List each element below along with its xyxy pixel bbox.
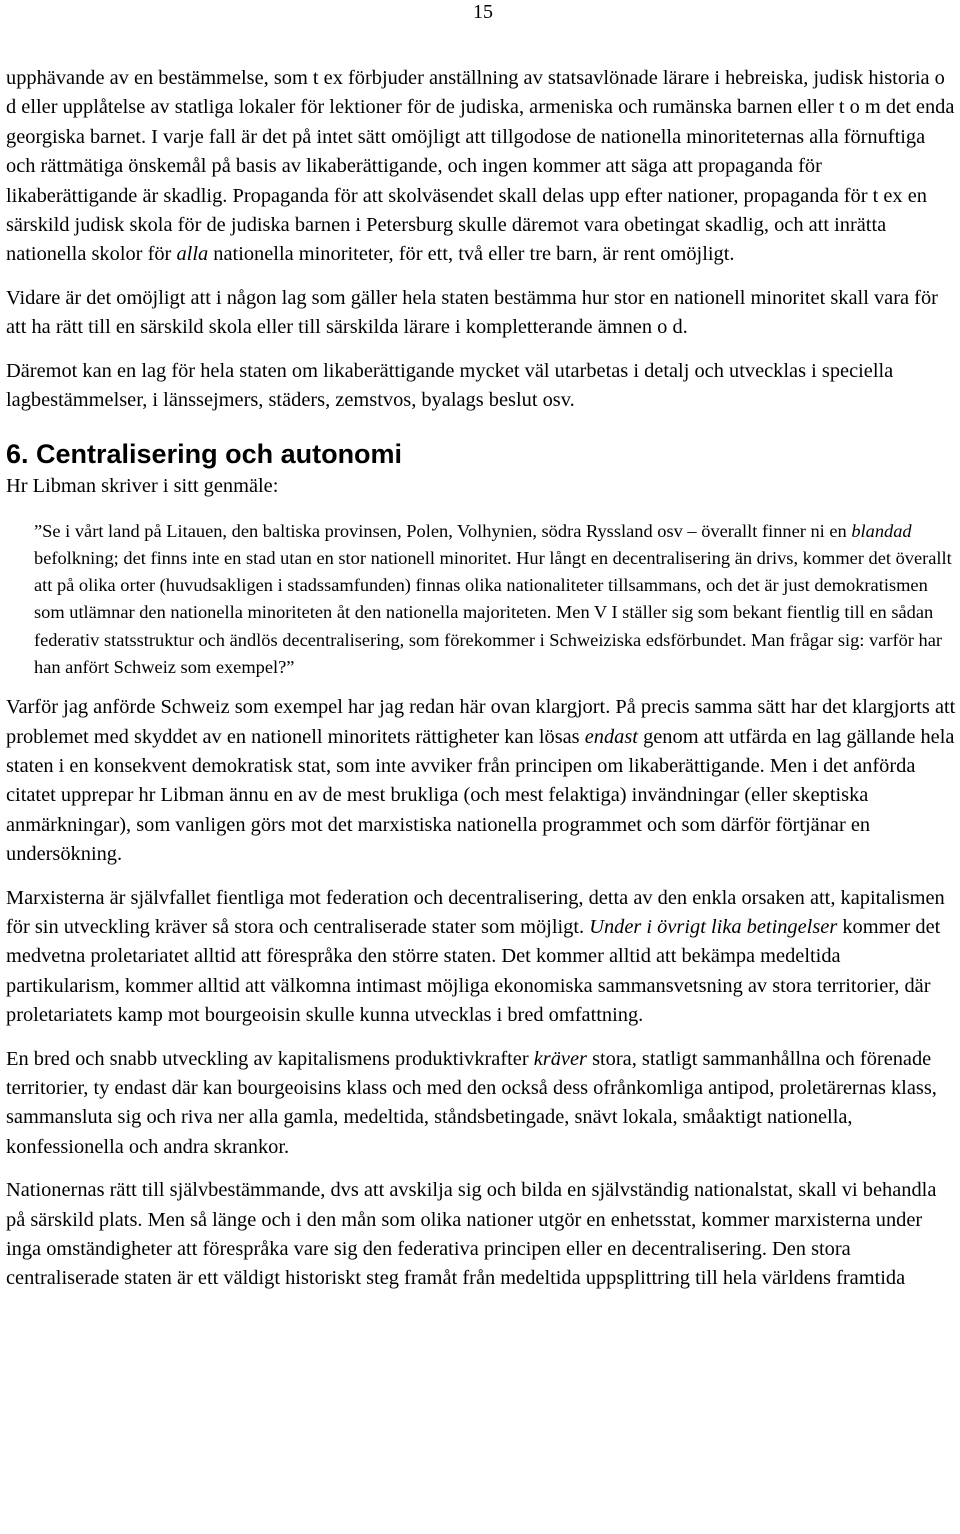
paragraph-7: Nationernas rätt till självbestämmande, dvs att avskilja sig och bilda en självständig nationalstat, skall vi behandla på särskild plats. Men så länge och i den mån som olika nationer utgör en enhetsstat, kommer marxisterna under inga omständigheter att förespråka vare sig den federativa principen eller en decentralisering. Den stora centraliserade staten är ett väldigt historiskt steg framåt från medeltida uppsplittring till hela världens framtida [6, 1179, 937, 1290]
paragraph-5-emphasis: Under i övrigt lika betingelser [589, 915, 838, 938]
paragraph-4-part-a: Varför jag anförde Schweiz som exempel har jag redan här ovan klargjort. På precis samma sätt har det klargjorts att problemet med skyddet av en nationell minoritets rättigheter kan lösas [6, 696, 956, 748]
paragraph-1 [6, 64, 956, 270]
paragraph-6-emphasis: kräver [533, 1047, 587, 1070]
quote-part-a: ”Se i vårt land på Litauen, den baltiska provinsen, Polen, Volhynien, södra Ryssland osv – överallt finner ni en [34, 520, 852, 541]
paragraph-6-part-b: stora, statligt sammanhållna och förenade territorier, ty endast där kan bourgeoisins klass och med den också dess ofrånkomliga antipod, proletärernas klass, sammansluta sig och riva ner alla gamla, medeltida, ståndsbetingade, snävt lokala, småaktigt nationella, konfessionella och andra skrankor. [6, 1047, 937, 1158]
paragraph-3: Däremot kan en lag för hela staten om likaberättigande mycket väl utarbetas i detalj och utvecklas i speciella lagbestämmelser, i länssejmers, städers, zemstvos, byalags beslut osv. [6, 359, 894, 412]
paragraph-6 [6, 1045, 956, 1163]
paragraph-4-emphasis: endast [584, 725, 638, 748]
paragraph-1-part-d: nationella minoriteter, för ett, två eller tre barn, är rent omöjligt. [208, 243, 735, 266]
paragraph-5-part-a: Marxisterna är självfallet fientliga mot federation och decentralisering, detta av den enkla orsaken att, kapitalismen för sin utveckling kräver så stora och centraliserade stater som möjligt. [6, 886, 945, 938]
block-quote [34, 518, 956, 681]
paragraph-1-part-c: Propaganda för att skolväsendet skall delas upp efter nationer, propaganda för t ex en särskild judisk skola för de judiska barnen i Petersburg skulle däremot vara obetingat skadlig, och att inrätta nationella skolor för [6, 184, 927, 266]
paragraph-1-part-a: upphävande av en bestämmelse, som t ex förbjuder anställning av statsavlönade lärare i hebreiska, judisk historia o d eller upplåtelse av statliga lokaler för lektioner för de judiska, armeniska och rumänska barnen eller t o m det enda georgiska barnet. [6, 67, 955, 148]
paragraph-4-part-b: genom att utfärda en lag gällande hela staten i en konsekvent demokratisk stat, som inte avviker från principen om likaberättigande. Men i det anförda citatet upprepar hr Libman ännu en av de mest brukliga (och mest felaktiga) invändningar (eller skeptiska anmärkningar), som vanligen görs mot det marxistiska nationella programmet och som därför förtjänar en undersökning. [6, 725, 955, 866]
quote-emphasis: blandad [851, 520, 912, 541]
paragraph-1-emphasis: alla [176, 243, 209, 266]
paragraph-2: Vidare är det omöjligt att i någon lag som gäller hela staten bestämma hur stor en nationell minoritet skall vara för att ha rätt till en särskild skola eller till särskilda lärare i kompletterande ämnen o d. [6, 286, 938, 339]
paragraph-6-part-a: En bred och snabb utveckling av kapitalismens produktivkrafter [6, 1047, 534, 1070]
document-body [6, 64, 956, 1294]
paragraph-5 [6, 884, 956, 1031]
paragraph-5-part-b: kommer det medvetna proletariatet alltid att förespråka den större staten. Det kommer alltid att bekämpa medeltida partikularism, kommer alltid att välkomna intimast möjliga ekonomiska sammansvetsning av stora territorier, där proletariatets kamp mot bourgeoisin skulle kunna utvecklas i bred omfattning. [6, 915, 941, 1027]
section-intro: Hr Libman skriver i sitt genmäle: [6, 475, 279, 498]
section-heading: 6. Centralisering och autonomi [6, 439, 403, 470]
quote-part-b: befolkning; det finns inte en stad utan en stor nationell minoritet. Hur långt en decentralisering än drivs, kommer det överallt att på olika orter (huvudsakligen i stadssamfunden) finnas olika nationaliteter tillsammans, och det är just demokratismen som utlämnar den nationella minoriteten åt den nationella majoriteten. Men V I ställer sig som bekant fientlig till en sådan federativ statsstruktur och ändlös decentralisering, som förekommer i Schweiziska edsförbundet. Man frågar sig: varför har han anfört Schweiz som exempel?” [34, 548, 952, 677]
paragraph-4 [6, 693, 956, 869]
paragraph-1-part-b: I varje fall är det på intet sätt omöjligt att tillgodose de nationella minoriteternas alla förnuftiga och rättmätiga önskemål på basis av likaberättigande, och ingen kommer att säga att propaganda för likaberättigande är skadlig. [6, 125, 926, 207]
page-number: 15 [473, 1, 493, 23]
